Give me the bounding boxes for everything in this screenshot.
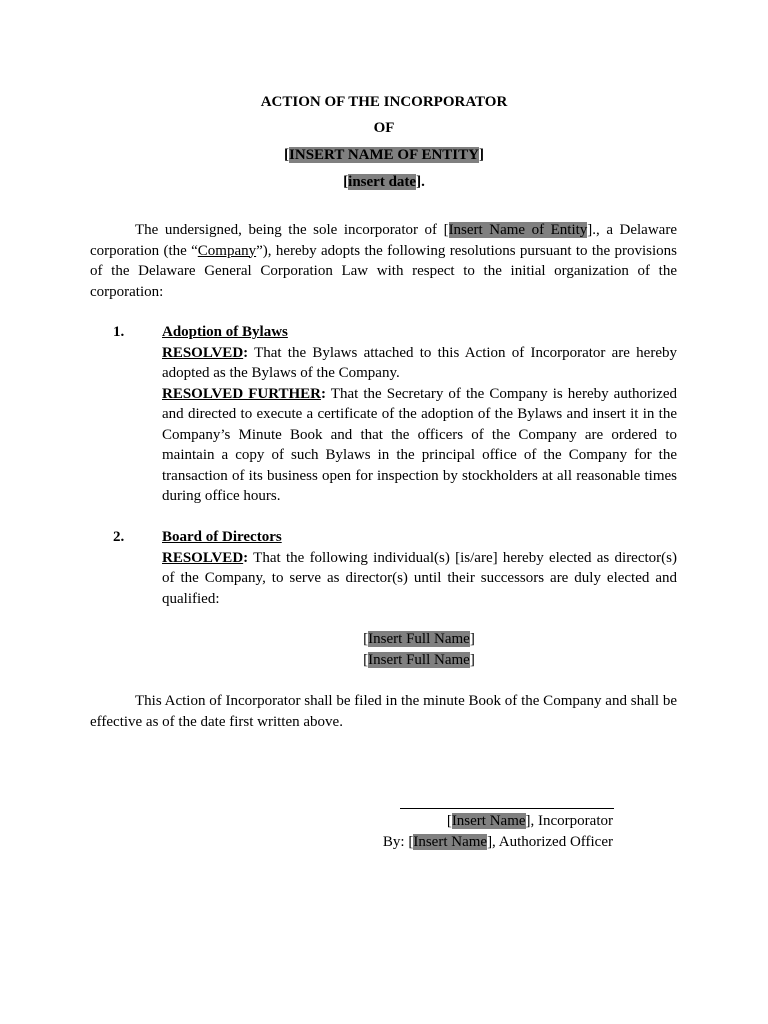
- entity-name-placeholder[interactable]: INSERT NAME OF ENTITY: [289, 147, 479, 163]
- officer-line: By: [Insert Name], Authorized Officer: [382, 833, 613, 850]
- section-2-resolved: RESOLVED: That the following individual(s) [is/are] hereby elected as director(s) of the Company, to serve as director(s) until their successors are duly elected and qualified:: [162, 549, 677, 607]
- director-name-2: [Insert Full Name]: [363, 651, 475, 668]
- section-directors: [162, 527, 677, 609]
- closing-paragraph: This Action of Incorporator shall be filed in the minute Book of the Company and shall be effective as of the date first written above.: [90, 693, 677, 730]
- title-entity: [INSERT NAME OF ENTITY]: [284, 147, 484, 163]
- title-date: [insert date].: [343, 174, 425, 190]
- director-name-1: [Insert Full Name]: [363, 631, 475, 647]
- incorporator-name-placeholder[interactable]: Insert Name: [451, 813, 526, 829]
- section-bylaws: [162, 322, 677, 507]
- intro-entity-placeholder[interactable]: Insert Name of Entity: [448, 222, 588, 238]
- section-2-heading: Board of Directors: [162, 529, 282, 545]
- intro-paragraph: The undersigned, being the sole incorporator of [Insert Name of Entity]., a Delaware corporation (the “Company”), hereby adopts the following resolutions pursuant to the provisions of the Delaware General Corporation Law with respect to the initial organization of the corporation:: [90, 222, 677, 300]
- section-1-heading: Adoption of Bylaws: [162, 324, 288, 340]
- document-title: ACTION OF THE INCORPORATOR: [260, 94, 508, 110]
- signature-line: [400, 808, 614, 809]
- title-of: OF: [373, 120, 395, 136]
- section-2-number: 2.: [113, 529, 125, 545]
- company-defined-term: Company: [197, 242, 257, 259]
- date-placeholder[interactable]: insert date: [348, 174, 417, 190]
- section-1-number: 1.: [113, 324, 125, 340]
- signature-block: [340, 811, 613, 852]
- director-names: [0, 629, 768, 670]
- officer-name-placeholder[interactable]: Insert Name: [413, 833, 488, 850]
- section-1-resolved: RESOLVED: That the Bylaws attached to this Action of Incorporator are hereby adopted as the Bylaws of the Company.: [162, 344, 677, 381]
- section-1-resolved-further: RESOLVED FURTHER: That the Secretary of the Company is hereby authorized and directed to execute a certificate of the adoption of the Bylaws and insert it in the Company’s Minute Book and that the officers of the Company are ordered to maintain a copy of such Bylaws in the principal office of the Company for the transaction of its business open for inspection by stockholders at all reasonable times during office hours.: [162, 385, 677, 504]
- incorporator-line: [Insert Name], Incorporator: [446, 813, 613, 829]
